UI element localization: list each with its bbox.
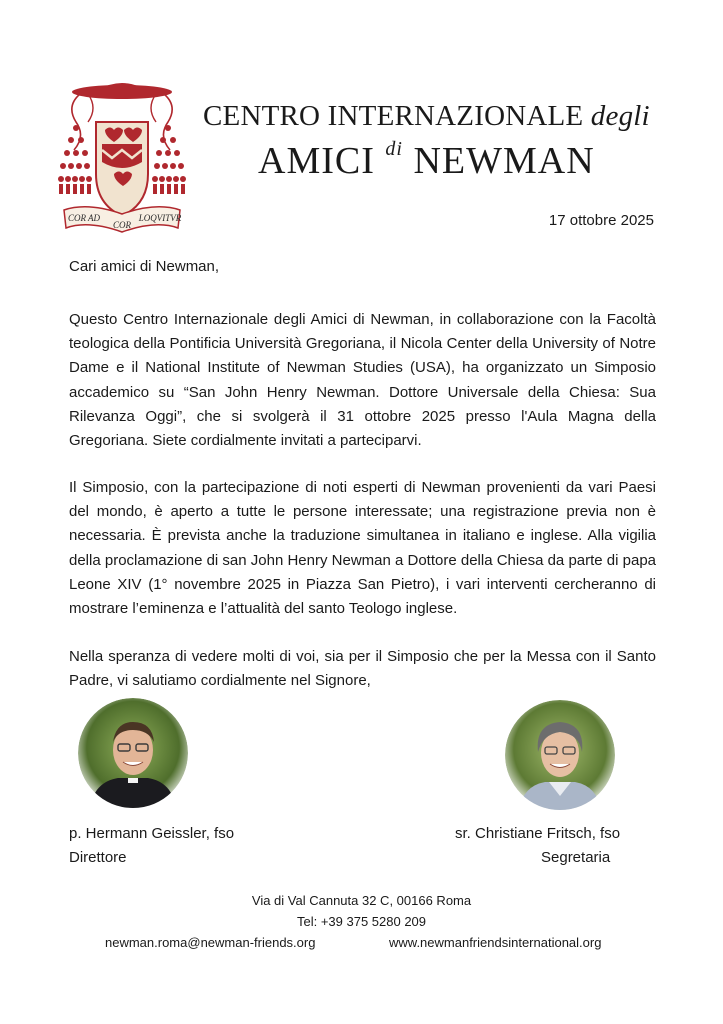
title-line1-italic: degli (590, 100, 650, 132)
footer-phone: Tel: +39 375 5280 209 (296, 914, 427, 929)
title-line2-b: NEWMAN (413, 140, 595, 182)
title-line2-sup: di (385, 138, 403, 160)
footer-address: Via di Val Cannuta 32 C, 00166 Roma (251, 893, 472, 908)
footer-website-link[interactable]: www.newmanfriendsinternational.org (389, 935, 602, 950)
motto-right-text: LOQVITVR (138, 213, 182, 223)
portrait-photo-secretary (505, 700, 615, 810)
motto-left-text: COR AD (67, 213, 101, 223)
paragraph-3: Nella speranza di vedere molti di voi, sia per il Simposio che per la Messa con il Santo Padre, vi salutiamo cordialmente nel Signore, (69, 648, 656, 690)
signatory-1-name: p. Hermann Geissler, fso (69, 825, 235, 842)
paragraph-1: Questo Centro Internazionale degli Amici di Newman, in collaborazione con la Facoltà teologica della Pontificia Università Gregoriana, il Nicola Center della University of Notre Dame e il National Institute of Newman Studies (USA), ha organizzato un Simposio accademico su “San John Henry Newman. Dottore Universale della Chiesa: Sua Rilevanza Oggi”, che si svolgerà il 31 ottobre 2025 presso l'Aula Magna della Gregoriana. Siete cordialmente invitati a parteciparvi. (69, 311, 656, 450)
footer-email-link[interactable]: newman.roma@newman-friends.org (105, 935, 316, 950)
letter-date: 17 ottobre 2025 (548, 212, 654, 229)
motto-center-text: COR (113, 220, 131, 230)
organization-title-line2 (258, 138, 595, 183)
paragraph-2: Il Simposio, con la partecipazione di noti esperti di Newman provenienti da vari Paesi del mondo, è aperto a tutte le persone interessate; una registrazione previa non è necessaria. È prevista anche la traduzione simultanea in italiano e inglese. Alla vigilia della proclamazione di san John Henry Newman a Dottore della Chiesa da parte di papa Leone XIV (1° novembre 2025 in Piazza San Pietro), i vari interventi cercheranno di mostrare l’eminenza e l’attualità del santo Teologo inglese. (69, 479, 657, 618)
title-line2-a: AMICI (258, 140, 375, 182)
signatory-2-role: Segretaria (541, 849, 611, 866)
coat-of-arms-logo (58, 78, 186, 238)
greeting: Cari amici di Newman, (69, 258, 220, 275)
title-line1-text: CENTRO INTERNAZIONALE (203, 100, 584, 132)
portrait-photo-director (78, 698, 188, 808)
organization-title-line1 (203, 100, 650, 133)
signatory-2-name: sr. Christiane Fritsch, fso (455, 825, 621, 842)
signatory-1-role: Direttore (69, 849, 127, 866)
